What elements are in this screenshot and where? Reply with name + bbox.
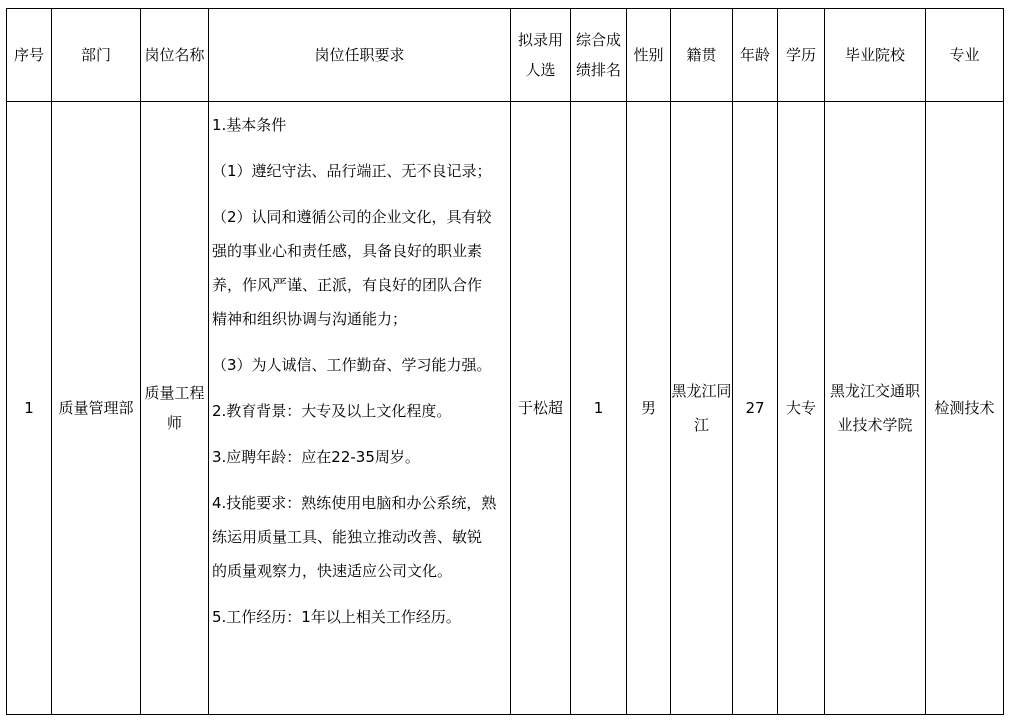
header-school: 毕业院校 bbox=[825, 9, 926, 102]
header-row bbox=[7, 9, 1004, 102]
header-major: 专业 bbox=[926, 9, 1004, 102]
cell-native-place: 黑龙江同江 bbox=[671, 102, 733, 715]
cell-age: 27 bbox=[733, 102, 778, 715]
req-item2-line2: 强的事业心和责任感，具备良好的职业素 bbox=[212, 242, 483, 260]
req-age: 3.应聘年龄：应在22-35周岁。 bbox=[212, 448, 420, 466]
req-education: 2.教育背景：大专及以上文化程度。 bbox=[212, 402, 452, 420]
req-item2-line3: 养，作风严谨、正派，有良好的团队合作 bbox=[212, 276, 483, 294]
header-gender: 性别 bbox=[627, 9, 671, 102]
recruitment-table bbox=[6, 8, 1004, 715]
header-candidate: 拟录用人选 bbox=[511, 9, 571, 102]
header-dept: 部门 bbox=[52, 9, 141, 102]
cell-seq: 1 bbox=[7, 102, 52, 715]
cell-position: 质量工程师 bbox=[141, 102, 209, 715]
cell-school: 黑龙江交通职业技术学院 bbox=[825, 102, 926, 715]
header-position: 岗位名称 bbox=[141, 9, 209, 102]
header-native-place: 籍贯 bbox=[671, 9, 733, 102]
table-row bbox=[7, 102, 1004, 715]
cell-requirements bbox=[209, 102, 511, 715]
header-education: 学历 bbox=[778, 9, 825, 102]
cell-rank: 1 bbox=[571, 102, 627, 715]
req-item2-line1: （2）认同和遵循公司的企业文化，具有较 bbox=[212, 208, 492, 226]
header-requirements: 岗位任职要求 bbox=[209, 9, 511, 102]
cell-gender: 男 bbox=[627, 102, 671, 715]
req-skills-line1: 4.技能要求：熟练使用电脑和办公系统，熟 bbox=[212, 494, 497, 512]
req-item1: （1）遵纪守法、品行端正、无不良记录； bbox=[212, 162, 492, 180]
header-rank: 综合成绩排名 bbox=[571, 9, 627, 102]
req-item2-line4: 精神和组织协调与沟通能力； bbox=[212, 310, 408, 328]
cell-dept: 质量管理部 bbox=[52, 102, 141, 715]
header-age: 年龄 bbox=[733, 9, 778, 102]
req-basic-title: 1.基本条件 bbox=[212, 116, 287, 134]
req-item3: （3）为人诚信、工作勤奋、学习能力强。 bbox=[212, 356, 492, 374]
req-skills-line3: 的质量观察力，快速适应公司文化。 bbox=[212, 562, 453, 580]
req-skills-line2: 练运用质量工具、能独立推动改善、敏锐 bbox=[212, 528, 483, 546]
header-seq: 序号 bbox=[7, 9, 52, 102]
req-experience: 5.工作经历：1年以上相关工作经历。 bbox=[212, 608, 461, 626]
cell-major: 检测技术 bbox=[926, 102, 1004, 715]
cell-education: 大专 bbox=[778, 102, 825, 715]
cell-candidate: 于松超 bbox=[511, 102, 571, 715]
